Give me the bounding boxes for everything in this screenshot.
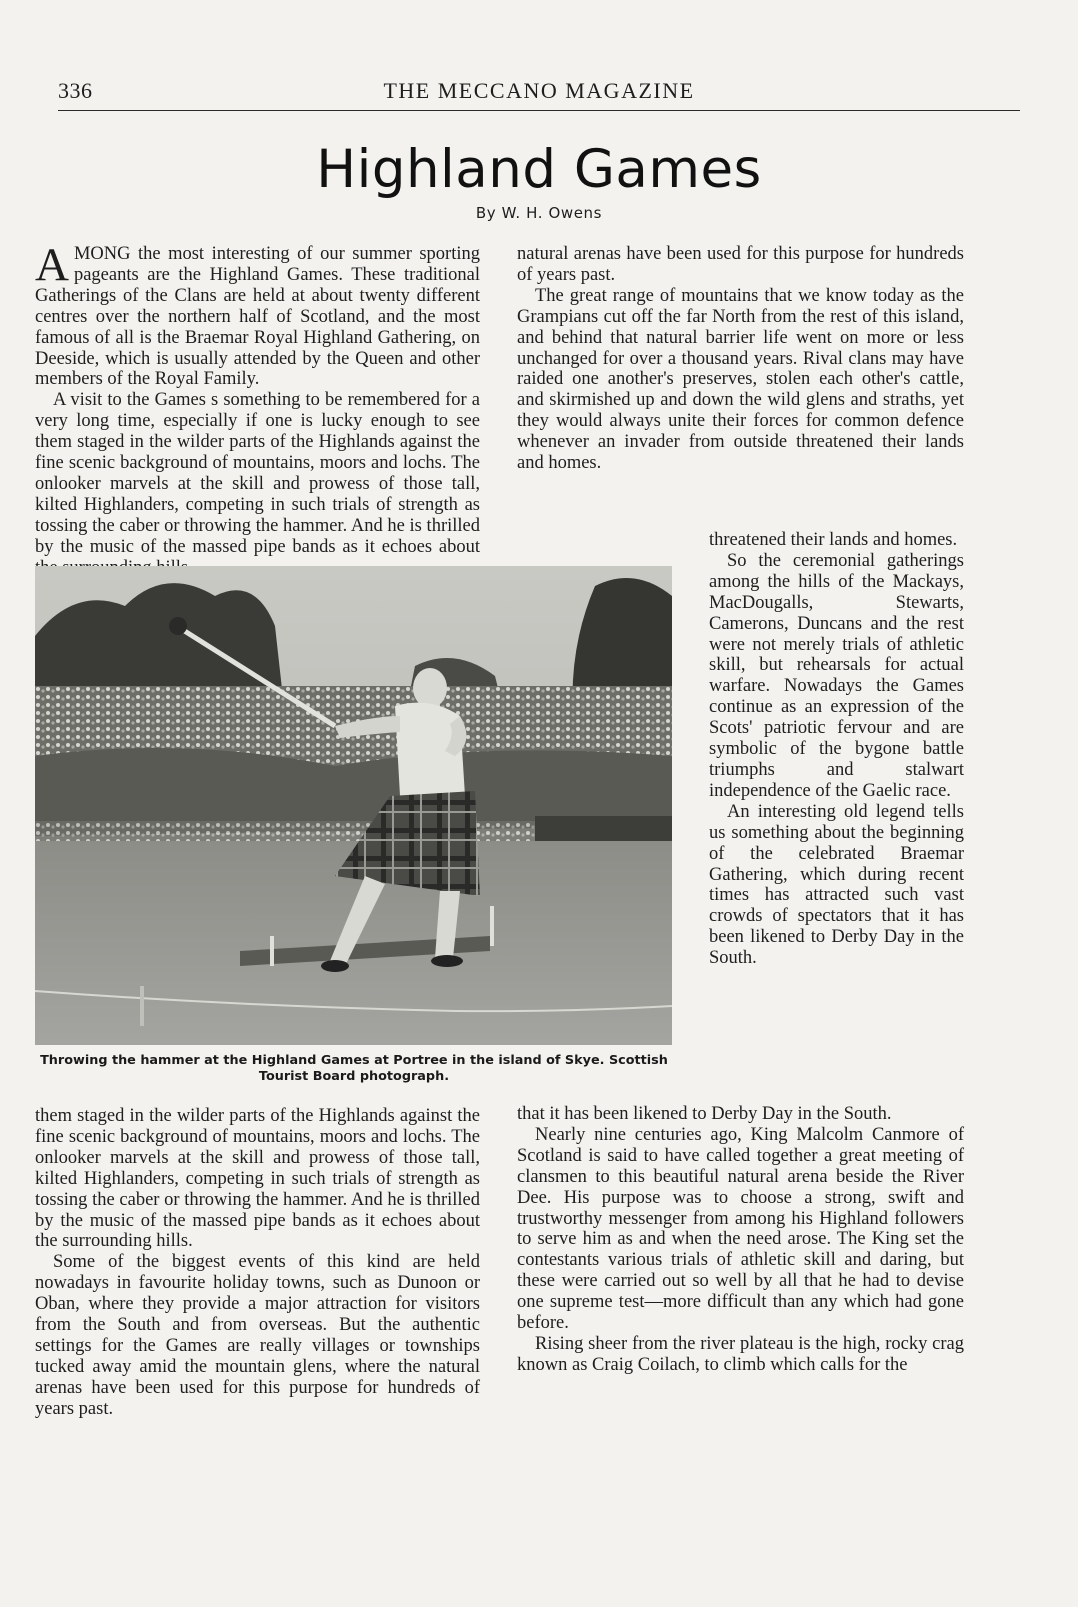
article-title: Highland Games (316, 139, 762, 200)
running-head (58, 70, 1020, 104)
paragraph-grampians: The great range of mountains that we know today as the Grampians cut off the far North from the rest of this island, and behind that natural barrier life went on more or less unchanged for over a thousand years. Rival clans may have raided one another's preserves, stolen each other's cattle, and skirmished up and down the wild glens and straths, yet they would always unite their forces for common defence whenever an invader from outside threatened their lands and homes. (517, 285, 964, 474)
right-column-middle (709, 530, 964, 1102)
right-column-top (517, 244, 964, 528)
paragraph-holiday-towns: Some of the biggest events of this kind are held nowadays in favourite holiday towns, such as Dunoon or Oban, where they provide a major attraction for visitors from the South and from overseas. But the authentic settings for the Games are really villages or townships tucked away amid the mountain glens, where the natural arenas have been used for this purpose for hundreds of years past. (35, 1252, 480, 1419)
page-number: 336 (58, 78, 93, 103)
right-column-bottom (517, 1104, 964, 1574)
byline: By W. H. Owens (475, 204, 603, 222)
paragraph-visit-text: A visit to the Games s something to be remembered for a very long time, especially if one is lucky enough to see them staged in the wilder parts of the Highlands against the fine scenic background of mountains, moors and lochs. The onlooker marvels at the skill and prowess of those tall, kilted Highlanders, competing in such trials of strength as tossing the caber or throwing the hammer. And he is thrilled by the music of the massed pipe bands as it echoes about (35, 390, 480, 557)
paragraph-ceremonial: So the ceremonial gatherings among the hills of the Mackays, MacDougalls, Stewarts, Camerons, Duncans and the rest were not merely trials of athletic skill, but rehearsals for actual warfare. Nowadays the Games continue as an expression of the Scots' patriotic fervour and are symbolic of the bygone battle triumphs and stalwart independence of the Gaelic race. (709, 550, 964, 801)
right-mid-continuation: threatened their lands and homes. (709, 530, 958, 550)
opening-paragraph-text: MONG the most interesting of our summer sporting pageants are the Highland Games. These traditional Gatherings of the Clans are held at about twenty different centres over the northern half of Scotland, and the most famous of all is the Braemar Royal Highland Gathering, on Deeside, which is usually attended by the Queen and other members of the Royal Family. (35, 244, 480, 390)
paragraph-craig-coilach: Rising sheer from the river plateau is the high, rocky crag known as Craig Coilach, to climb which calls for the (517, 1333, 964, 1375)
left-column-top (35, 239, 480, 557)
hammer-throw-photo (35, 566, 672, 1045)
header-rule (58, 110, 1020, 111)
paragraph-visit (35, 390, 480, 578)
right-top-continuation: natural arenas have been used for this purpose for hundreds of years past. (517, 244, 964, 285)
magazine-title: THE MECCANO MAGAZINE (383, 78, 695, 103)
left-bottom-text: them staged in the wilder parts of the Highlands against the fine scenic background of mountains, moors and lochs. The onlooker marvels at the skill and prowess of those tall, kilted Highlanders, competing in such trials of strength as tossing the caber or throwing the hammer. And he is thrilled by the music of the massed pipe bands as it echoes about the surrounding hills. (35, 1106, 480, 1252)
photo-caption: Throwing the hammer at the Highland Games at Portree in the island of Skye. Scottish Tourist Board photograph. (40, 1053, 668, 1084)
paragraph-legend: An interesting old legend tells us something about the beginning of the celebrated Braemar Gathering, which during recent times has attracted such vast crowds of spectators that it has been likened to Derby Day in the South. (709, 801, 964, 969)
left-column-bottom (35, 1106, 480, 1576)
right-bottom-continuation: that it has been likened to Derby Day in the South. (517, 1104, 892, 1124)
drop-cap: A (35, 239, 69, 291)
opening-paragraph (35, 239, 480, 390)
hammer-throw-illustration (35, 566, 672, 1045)
paragraph-malcolm: Nearly nine centuries ago, King Malcolm Canmore of Scotland is said to have called together a great meeting of clansmen to this beautiful natural arena beside the River Dee. His purpose was to choose a strong, swift and trustworthy messenger from among his Highland followers to serve him as and when the need arose. The King set the contestants various trials of athletic skill and daring, but these were carried out so well by all that he had to devise one supreme test—more difficult than any which had gone before. (517, 1124, 964, 1334)
